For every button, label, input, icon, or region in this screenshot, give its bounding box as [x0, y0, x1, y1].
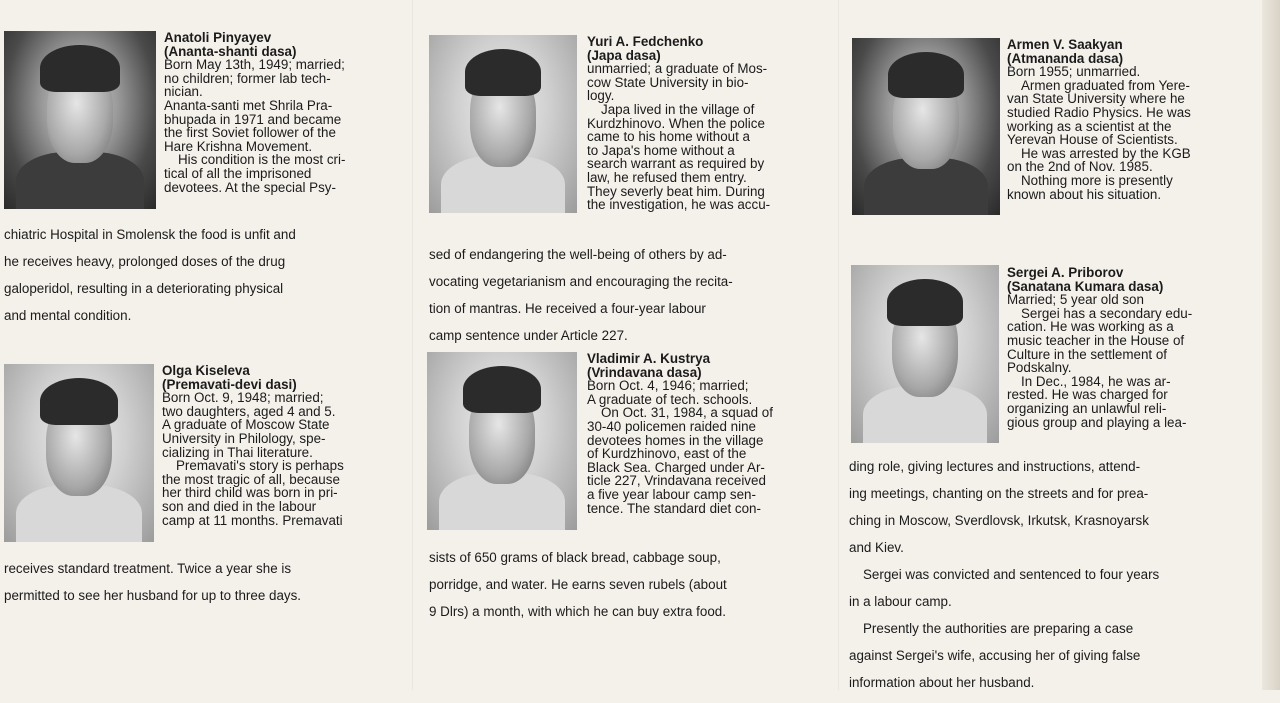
bio-line: A graduate of Moscow State — [162, 417, 330, 433]
bio-line: the investigation, he was accu- — [587, 197, 771, 213]
bio-line: They severly beat him. During — [587, 183, 765, 199]
bio-line: the first Soviet follower of the — [164, 125, 336, 141]
bio-line: In Dec., 1984, he was ar- — [1021, 373, 1171, 389]
page-edge — [1262, 0, 1280, 690]
bio-line: and mental condition. — [4, 308, 132, 324]
bio-line: Hare Krishna Movement. — [164, 138, 313, 154]
bio-line: sed of endangering the well-being of others by ad- — [429, 247, 727, 263]
bio-line: University in Philology, spe- — [162, 430, 326, 446]
bio-line: nician. — [164, 84, 203, 100]
bio-line: he receives heavy, prolonged doses of the drug — [4, 254, 286, 270]
bio-line: tical of all the imprisoned — [164, 165, 312, 181]
bio-line: ticle 227, Vrindavana received — [587, 473, 766, 489]
bio-line: A graduate of tech. schools. — [587, 391, 753, 407]
bio-line: the most tragic of all, because — [162, 471, 340, 487]
bio-line: devotees. At the special Psy- — [164, 179, 336, 195]
bio-line: Black Sea. Charged under Ar- — [587, 459, 765, 475]
bio-anatoli-pinyayev — [164, 31, 400, 194]
bio-line: Yerevan House of Scientists. — [1007, 132, 1178, 148]
bio-line: Born May 13th, 1949; married; — [164, 57, 345, 73]
person-spiritual-name: (Ananta-shanti dasa) — [164, 43, 297, 59]
bio-line: Sergei has a secondary edu- — [1021, 305, 1193, 321]
bio-line: and Kiev. — [849, 540, 904, 556]
bio-line: Podskalny. — [1007, 360, 1072, 376]
photo-armen-saakyan — [852, 38, 1000, 215]
bio-line: organizing an unlawful reli- — [1007, 400, 1167, 416]
bio-line: camp at 11 months. Premavati — [162, 512, 343, 528]
bio-line: of Kurdzhinovo, east of the — [587, 446, 747, 462]
person-name: Vladimir A. Kustrya — [587, 351, 711, 366]
bio-line: chiatric Hospital in Smolensk the food is unfit and — [4, 227, 296, 243]
person-spiritual-name: (Premavati-devi dasi) — [162, 376, 297, 392]
bio-line: devotees homes in the village — [587, 432, 764, 448]
bio-line: He was arrested by the KGB — [1021, 145, 1191, 161]
bio-line: rested. He was charged for — [1007, 387, 1168, 403]
bio-line: cation. He was working as a — [1007, 319, 1174, 335]
photo-vladimir-kustrya — [427, 352, 577, 530]
bio-line: Sergei was convicted and sentenced to four years — [863, 567, 1160, 583]
bio-line: came to his home without a — [587, 129, 751, 145]
bio-line: law, he refused them entry. — [587, 169, 747, 185]
bio-line: son and died in the labour — [162, 498, 317, 514]
bio-line: on the 2nd of Nov. 1985. — [1007, 159, 1153, 175]
bio-line: Born Oct. 4, 1946; married; — [587, 378, 749, 394]
person-name: Armen V. Saakyan — [1007, 37, 1123, 52]
bio-line: permitted to see her husband for up to three days. — [4, 588, 302, 604]
bio-line: porridge, and water. He earns seven rubels (about — [429, 577, 727, 593]
photo-anatoli-pinyayev — [4, 31, 156, 209]
bio-armen-saakyan — [1007, 38, 1247, 201]
bio-vladimir-kustrya — [587, 352, 823, 515]
bio-line: to Japa's home without a — [587, 142, 735, 158]
bio-line: Born Oct. 9, 1948; married; — [162, 390, 324, 406]
bio-line: cializing in Thai literature. — [162, 444, 313, 460]
bio-line: On Oct. 31, 1984, a squad of — [601, 405, 773, 421]
bio-olga-kiseleva-wrap — [4, 549, 400, 616]
bio-line: camp sentence under Article 227. — [429, 328, 628, 344]
bio-line: Premavati's story is perhaps — [176, 458, 344, 474]
bio-line: studied Radio Physics. He was — [1007, 104, 1191, 120]
bio-line: Nothing more is presently — [1021, 172, 1173, 188]
bio-line: gious group and playing a lea- — [1007, 414, 1187, 430]
photo-yuri-fedchenko — [429, 35, 577, 213]
bio-line: logy. — [587, 88, 615, 104]
bio-line: Born 1955; unmarried. — [1007, 64, 1141, 80]
person-name: Olga Kiseleva — [162, 363, 250, 378]
person-name: Anatoli Pinyayev — [164, 30, 272, 45]
bio-line: Japa lived in the village of — [601, 101, 755, 117]
bio-yuri-fedchenko-wrap — [429, 235, 825, 356]
bio-line: van State University where he — [1007, 91, 1185, 107]
person-spiritual-name: (Vrindavana dasa) — [587, 364, 702, 380]
bio-line: Culture in the settlement of — [1007, 346, 1168, 362]
bio-line: Presently the authorities are preparing a case — [863, 621, 1134, 637]
bio-line: His condition is the most cri- — [178, 152, 346, 168]
bio-line: ding role, giving lectures and instructions, attend- — [849, 459, 1141, 475]
bio-line: bhupada in 1971 and became — [164, 111, 342, 127]
page-fold-left — [412, 0, 414, 690]
bio-line: ching in Moscow, Sverdlovsk, Irkutsk, Krasnoyarsk — [849, 513, 1149, 529]
person-spiritual-name: (Sanatana Kumara dasa) — [1007, 278, 1164, 294]
bio-line: receives standard treatment. Twice a year she is — [4, 561, 292, 577]
photo-olga-kiseleva — [4, 364, 154, 542]
bio-line: information about her husband. — [849, 675, 1035, 691]
bio-line: Ananta-santi met Shrila Pra- — [164, 97, 333, 113]
person-name: Sergei A. Priborov — [1007, 265, 1124, 280]
bio-line: Kurdzhinovo. When the police — [587, 115, 765, 131]
bio-line: cow State University in bio- — [587, 74, 749, 90]
bio-sergei-priborov-wrap — [849, 447, 1247, 703]
bio-anatoli-pinyayev-wrap — [4, 215, 400, 336]
bio-line: a five year labour camp sen- — [587, 486, 756, 502]
person-spiritual-name: (Atmananda dasa) — [1007, 50, 1124, 66]
bio-line: tence. The standard diet con- — [587, 500, 761, 516]
bio-line: Married; 5 year old son — [1007, 292, 1144, 308]
bio-yuri-fedchenko — [587, 35, 823, 212]
bio-line: vocating vegetarianism and encouraging the recita- — [429, 274, 733, 290]
bio-line: no children; former lab tech- — [164, 70, 331, 86]
bio-olga-kiseleva — [162, 364, 400, 527]
bio-line: galoperidol, resulting in a deteriorating physical — [4, 281, 284, 297]
person-name: Yuri A. Fedchenko — [587, 34, 704, 49]
bio-line: in a labour camp. — [849, 594, 952, 610]
bio-line: 30-40 policemen raided nine — [587, 418, 756, 434]
bio-line: tion of mantras. He received a four-year labour — [429, 301, 706, 317]
bio-line: against Sergei's wife, accusing her of giving false — [849, 648, 1141, 664]
bio-line: sists of 650 grams of black bread, cabbage soup, — [429, 550, 721, 566]
bio-line: Armen graduated from Yere- — [1021, 77, 1190, 93]
bio-line: music teacher in the House of — [1007, 332, 1185, 348]
person-spiritual-name: (Japa dasa) — [587, 47, 661, 63]
photo-sergei-priborov — [851, 265, 999, 443]
page-fold-right — [838, 0, 840, 690]
bio-line: known about his situation. — [1007, 186, 1162, 202]
bio-line: two daughters, aged 4 and 5. — [162, 403, 336, 419]
bio-vladimir-kustrya-wrap — [429, 538, 825, 632]
bio-line: unmarried; a graduate of Mos- — [587, 61, 768, 77]
bio-line: her third child was born in pri- — [162, 485, 338, 501]
bio-line: search warrant as required by — [587, 156, 765, 172]
bio-line: 9 Dlrs) a month, with which he can buy extra food. — [429, 604, 726, 620]
bio-line: ing meetings, chanting on the streets and for prea- — [849, 486, 1149, 502]
bio-line: working as a scientist at the — [1007, 118, 1172, 134]
bio-sergei-priborov — [1007, 266, 1247, 429]
